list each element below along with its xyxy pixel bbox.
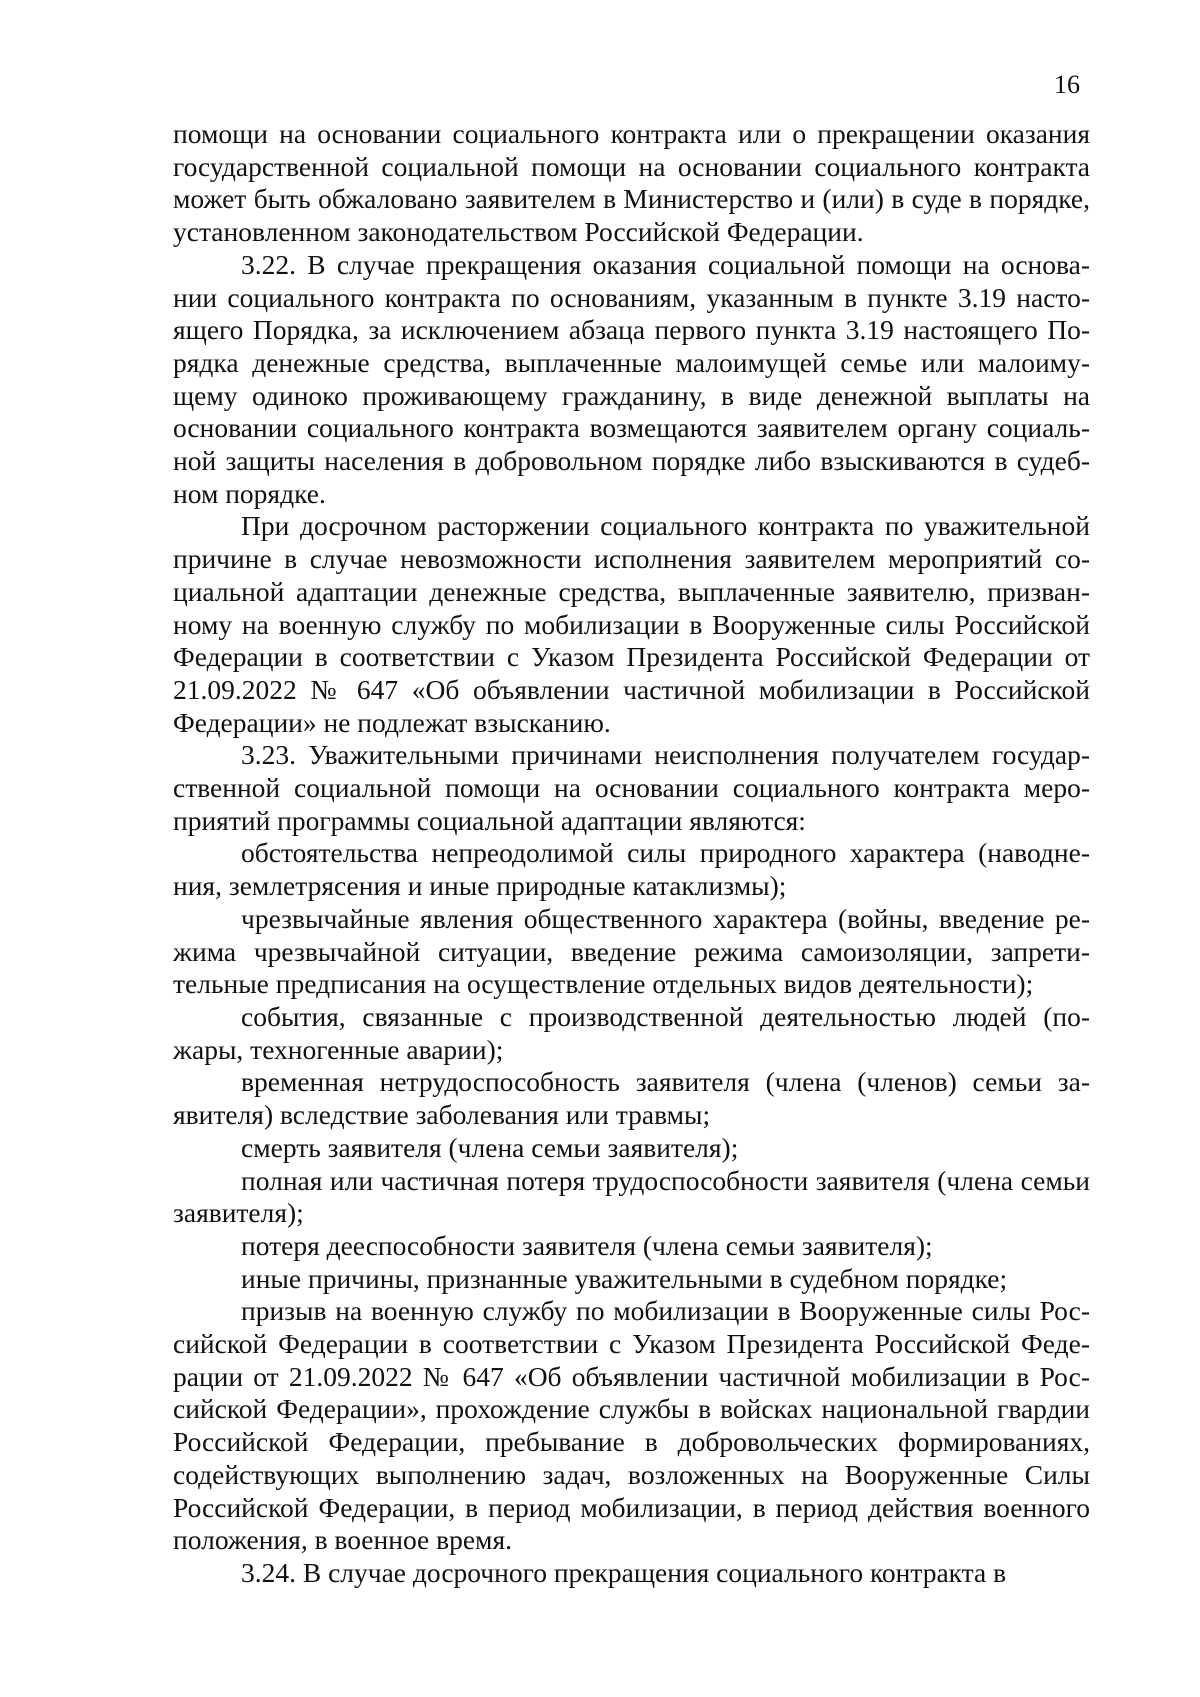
list-item-loss-of-capacity: потеря дееспособности заявителя (члена семьи заявителя);: [241, 1229, 933, 1261]
list-item-emergency: чрезвычайные явления общественного характера (войны, введение режима чрезвычайной ситуации, введение режима самоизоляции, запретительные предписания на осуществление отдельных видов деятельности);: [173, 902, 1090, 1000]
paragraph-3-23: 3.23. Уважительными причинами неисполнения получателем государственной социальной помощи на основании социального контракта мероприятий программы социальной адаптации являются:: [173, 739, 1090, 836]
list-item-industrial-events: события, связанные с производственной деятельностью людей (пожары, техногенные аварии);: [173, 1000, 1090, 1065]
list-item-mobilization: призыв на военную службу по мобилизации в Вооруженные силы Российской Федерации в соответствии с Указом Президента Российской Федерации от 21.09.2022 № 647 «Об объявлении частичной мобилизации в Российской Федерации», прохождение службы в войсках национальной гвардии Российской Федерации, пребывание в добровольческих формированиях, содействующих выполнению задач, возложенных на Вооруженные Силы Российской Федерации, в период мобилизации, в период действия военного положения, в военное время.: [173, 1295, 1090, 1556]
list-item-court-reasons: иные причины, признанные уважительными в судебном порядке;: [241, 1262, 1008, 1294]
paragraph-3-22: 3.22. В случае прекращения оказания социальной помощи на основании социального контракта по основаниям, указанным в пункте 3.19 настоящего Порядка, за исключением абзаца первого пункта 3.19 настоящего Порядка денежные средства, выплаченные малоимущей семье или малоимущему одиноко проживающему гражданину, в виде денежной выплаты на основании социального контракта возмещаются заявителем органу социальной защиты населения в добровольном порядке либо взыскиваются в судебном порядке.: [173, 248, 1090, 509]
paragraph-continuation: помощи на основании социального контракта или о прекращении оказания государственной социальной помощи на основании социального контракта может быть обжаловано заявителем в Министерство и (или) в суде в порядке, установленном законодательством Российской Федерации.: [173, 118, 1090, 248]
list-item-temporary-disability: временная нетрудоспособность заявителя (члена (членов) семьи заявителя) вследствие заболевания или травмы;: [173, 1066, 1090, 1131]
document-body: [173, 118, 1090, 1590]
paragraph-3-24: 3.24. В случае досрочного прекращения социального контракта в: [241, 1556, 1007, 1588]
page-number: 16: [1054, 70, 1080, 99]
list-item-loss-of-ability: полная или частичная потеря трудоспособности заявителя (члена семьи заявителя);: [173, 1164, 1090, 1229]
paragraph-early-termination: При досрочном расторжении социального контракта по уважительной причине в случае невозможности исполнения заявителем мероприятий социальной адаптации денежные средства, выплаченные заявителю, призванному на военную службу по мобилизации в Вооруженные силы Российской Федерации в соответствии с Указом Президента Российской Федерации от 21.09.2022 № 647 «Об объявлении частичной мобилизации в Российской Федерации» не подлежат взысканию.: [173, 510, 1090, 738]
list-item-force-majeure: обстоятельства непреодолимой силы природного характера (наводнения, землетрясения и иные природные катаклизмы);: [173, 837, 1090, 902]
list-item-death: смерть заявителя (члена семьи заявителя);: [241, 1131, 739, 1163]
